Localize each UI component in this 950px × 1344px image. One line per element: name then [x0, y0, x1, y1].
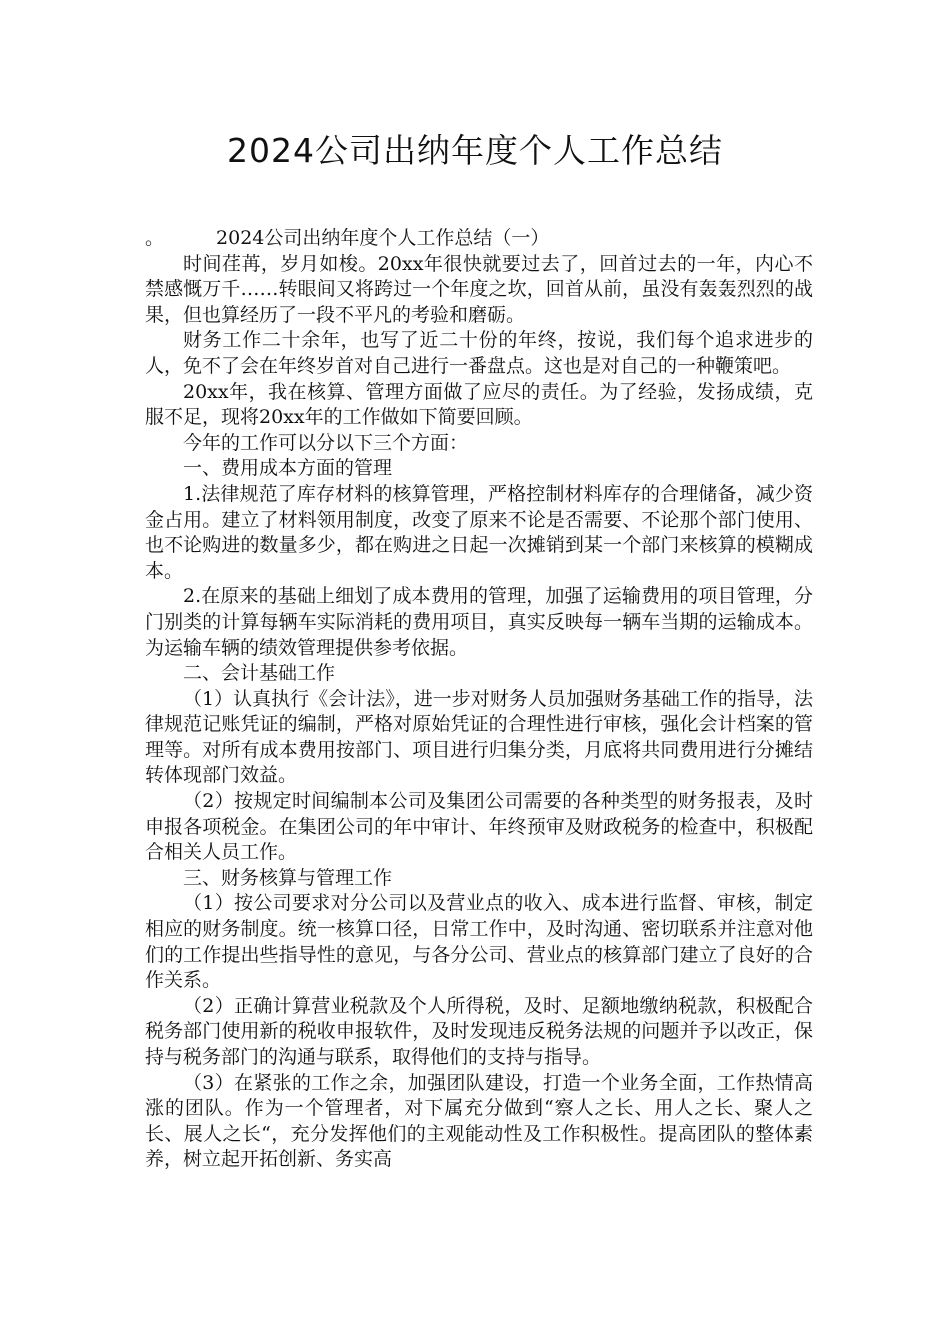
paragraph: 20xx年，我在核算、管理方面做了应尽的责任。为了经验，发扬成绩，克服不足，现将20xx年的工作做如下简要回顾。	[145, 380, 813, 429]
paragraph: 时间荏苒，岁月如梭。20xx年很快就要过去了，回首过去的一年，内心不禁感慨万千……转眼间又将跨过一个年度之坎，回首从前，虽没有轰轰烈烈的战果，但也算经历了一段不平凡的考验和磨砺。	[145, 252, 813, 326]
paragraph: （2）按规定时间编制本公司及集团公司需要的各种类型的财务报表，及时申报各项税金。在集团公司的年中审计、年终预审及财政税务的检查中，积极配合相关人员工作。	[145, 790, 813, 864]
section-title: 2024公司出纳年度个人工作总结（一）	[216, 227, 550, 249]
paragraph: （2）正确计算营业税款及个人所得税，及时、足额地缴纳税款，积极配合税务部门使用新的税收申报软件，及时发现违反税务法规的问题并予以改正，保持与税务部门的沟通与联系，取得他们的支持与指导。	[145, 994, 813, 1068]
document-title: 2024公司出纳年度个人工作总结	[227, 131, 723, 170]
paragraph: 今年的工作可以分以下三个方面：	[183, 431, 469, 454]
paragraph: 财务工作二十余年，也写了近二十份的年终，按说，我们每个追求进步的人，免不了会在年终岁首对自己进行一番盘点。这也是对自己的一种鞭策吧。	[145, 329, 813, 377]
subheading: 三、财务核算与管理工作	[183, 866, 393, 889]
document-body	[145, 226, 813, 1173]
subheading: 二、会计基础工作	[183, 662, 336, 685]
paragraph: （3）在紧张的工作之余，加强团队建设，打造一个业务全面，工作热情高涨的团队。作为一个管理者，对下属充分做到“察人之长、用人之长、聚人之长、展人之长“，充分发挥他们的主观能动性及工作积极性。提高团队的整体素养，树立起开拓创新、务实高	[145, 1071, 813, 1171]
paragraph: （1）认真执行《会计法》，进一步对财务人员加强财务基础工作的指导，法律规范记账凭证的编制，严格对原始凭证的合理性进行审核，强化会计档案的管理等。对所有成本费用按部门、项目进行归集分类，月底将共同费用进行分摊结转体现部门效益。	[145, 687, 813, 787]
paragraph: 2.在原来的基础上细划了成本费用的管理，加强了运输费用的项目管理，分门别类的计算每辆车实际消耗的费用项目，真实反映每一辆车当期的运输成本。为运输车辆的绩效管理提供参考依据。	[145, 585, 813, 659]
paragraph: （1）按公司要求对分公司以及营业点的收入、成本进行监督、审核，制定相应的财务制度。统一核算口径，日常工作中，及时沟通、密切联系并注意对他们的工作提出些指导性的意见，与各分公司、营业点的核算部门建立了良好的合作关系。	[145, 892, 813, 992]
paragraph: 1.法律规范了库存材料的核算管理，严格控制材料库存的合理储备，减少资金占用。建立了材料领用制度，改变了原来不论是否需要、不论那个部门使用、也不论购进的数量多少，都在购进之日起一次摊销到某一个部门来核算的模糊成本。	[145, 482, 813, 582]
intro-mark: 。	[145, 227, 165, 249]
subheading: 一、费用成本方面的管理	[183, 457, 393, 480]
section-heading-line	[145, 226, 813, 252]
